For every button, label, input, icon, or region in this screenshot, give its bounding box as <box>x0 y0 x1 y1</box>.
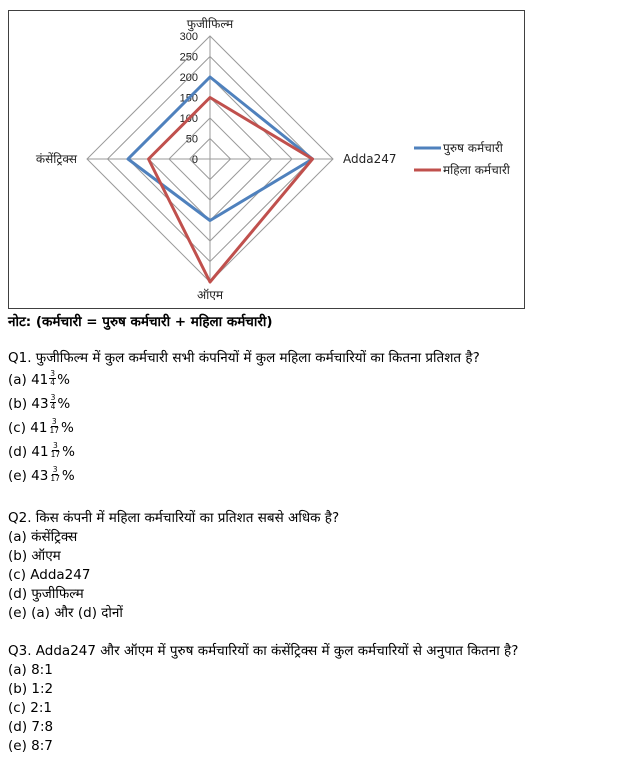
fraction <box>48 418 60 435</box>
question-1-option-b <box>8 392 638 416</box>
fraction-denominator: 17 <box>50 449 61 459</box>
question-2 <box>8 509 638 623</box>
fraction-denominator: 17 <box>50 473 60 483</box>
tick-label: 250 <box>179 51 198 64</box>
question-1-option-a <box>8 368 638 392</box>
option-suffix: % <box>62 444 75 460</box>
option-suffix: % <box>60 420 74 436</box>
category-label: फुजीफिल्म <box>186 17 234 31</box>
question-2-option-c: (c) Adda247 <box>8 567 91 583</box>
option-suffix: % <box>57 372 70 388</box>
question-1-text: Q1. फुजीफिल्म में कुल कर्मचारी सभी कंपनियों में कुल महिला कर्मचारियों का कितना प्रतिशत है? <box>8 350 480 366</box>
tick-label: 200 <box>179 72 198 84</box>
question-3-option-b: (b) 1:2 <box>8 681 54 697</box>
fraction <box>50 394 57 411</box>
question-2-text: Q2. किस कंपनी में महिला कर्मचारियों का प्रतिशत सबसे अधिक है? <box>8 510 340 526</box>
fraction-numerator: 3 <box>50 392 56 402</box>
fraction-numerator: 3 <box>52 464 58 474</box>
radar-chart <box>8 10 525 309</box>
question-1-option-e <box>8 464 638 488</box>
category-label: Adda247 <box>343 152 397 166</box>
question-3-option-a: (a) 8:1 <box>8 662 53 678</box>
question-2-option-a: (a) कंसेंट्रिक्स <box>8 529 78 545</box>
question-3-text: Q3. Adda247 और ऑएम में पुरुष कर्मचारियों का कंसेंट्रिक्स में कुल कर्मचारियों से अनुपात कितना है? <box>8 643 519 659</box>
option-prefix: (d) 41 <box>8 444 49 460</box>
category-label: कंसेंट्रिक्स <box>35 152 77 166</box>
fraction-denominator: 4 <box>50 401 56 411</box>
tick-label: 300 <box>179 31 198 43</box>
fraction-numerator: 3 <box>52 440 58 450</box>
question-2-option-d: (d) फुजीफिल्म <box>8 586 84 602</box>
question-3-option-d: (d) 7:8 <box>8 719 54 735</box>
option-prefix: (a) 41 <box>8 372 49 388</box>
series-line <box>149 98 313 283</box>
tick-label: 50 <box>185 133 198 146</box>
tick-label: 100 <box>179 113 198 125</box>
fraction <box>50 442 62 459</box>
fraction <box>49 466 61 483</box>
legend-label: पुरुष कर्मचारी <box>443 141 503 155</box>
tick-label: 0 <box>191 154 198 166</box>
option-prefix: (b) 43 <box>8 396 49 412</box>
question-2-option-e: (e) (a) और (d) दोनों <box>8 605 123 621</box>
fraction-denominator: 17 <box>49 425 59 435</box>
option-prefix: (c) 41 <box>8 420 48 436</box>
tick-label: 150 <box>179 92 198 105</box>
fraction-denominator: 4 <box>50 377 56 387</box>
fraction-numerator: 3 <box>50 368 56 378</box>
note-text: नोट: (कर्मचारी = पुरुष कर्मचारी + महिला कर्मचारी) <box>8 314 273 330</box>
fraction-numerator: 3 <box>51 416 57 426</box>
question-1-options <box>8 368 638 488</box>
question-2-option-b: (b) ऑएम <box>8 548 61 564</box>
option-prefix: (e) 43 <box>8 468 49 484</box>
radar-chart-svg <box>9 11 526 310</box>
category-label: ऑएम <box>196 288 224 302</box>
question-1 <box>8 349 638 488</box>
question-3 <box>8 642 638 756</box>
question-3-option-e: (e) 8:7 <box>8 738 53 754</box>
question-1-option-d <box>8 440 638 464</box>
question-1-option-c <box>8 416 638 440</box>
question-3-option-c: (c) 2:1 <box>8 700 52 716</box>
option-suffix: % <box>61 468 75 484</box>
option-suffix: % <box>57 396 71 412</box>
legend-label: महिला कर्मचारी <box>443 163 510 177</box>
fraction <box>49 370 56 387</box>
